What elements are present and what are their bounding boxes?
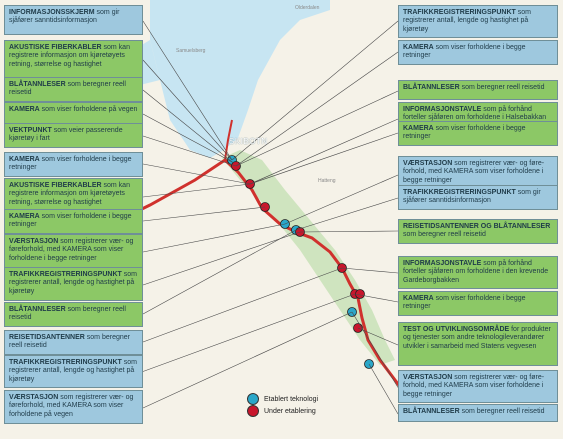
- right-callout-5: [398, 121, 558, 146]
- right-callout-title: VÆRSTASJON: [403, 374, 453, 381]
- left-callout-6: [4, 152, 143, 177]
- left-callout-title: TRAFIKKREGISTRERINGSPUNKT: [9, 359, 122, 366]
- left-callout-text: som veier passerende kjøretøy i fart: [9, 127, 123, 143]
- right-callout-10: [398, 291, 558, 316]
- left-callout-text: som beregner reell reisetid: [9, 334, 130, 350]
- left-callout-title: VEKTPUNKT: [9, 127, 52, 134]
- right-callout-13: [398, 404, 558, 422]
- right-callout-text: som på forhånd forteller sjåføren om forholdene i den krevende Gardeborgbakken: [403, 260, 549, 284]
- left-callout-title: KAMERA: [9, 156, 40, 163]
- left-callout-5: [4, 123, 143, 148]
- town-label: SKIBOTN: [229, 137, 268, 146]
- place-label-samuelsberg: Samuelsberg: [176, 48, 206, 54]
- right-callout-text: som viser forholdene i begge retninger: [403, 295, 526, 311]
- left-callout-title: REISETIDSANTENNER: [9, 334, 85, 341]
- left-callout-2: [4, 40, 143, 78]
- left-callout-10: [4, 267, 143, 301]
- left-callout-text: som registrerer antall, lengde og hastighet på kjøretøy: [9, 359, 137, 383]
- left-callout-12: [4, 330, 143, 355]
- legend-planned-dot: [247, 405, 259, 417]
- place-label-hatteng: Hatteng: [318, 178, 336, 184]
- right-callout-title: TEST OG UTVIKLINGSOMRÅDE: [403, 326, 510, 333]
- left-callout-text: som registrerer vær- og føreforhold, med KAMERA som viser forholdene på vegen: [9, 394, 134, 418]
- left-callout-title: BLÅTANNLESER: [9, 306, 66, 313]
- legend-planned-label: Under etablering: [264, 407, 316, 415]
- left-callout-13: [4, 355, 143, 388]
- left-callout-text: som gir sjåfører sanntidsinformasjon: [9, 9, 120, 25]
- legend: [247, 393, 318, 417]
- left-callout-text: som registrerer vær- og føreforhold, med KAMERA som viser forholdene i begge retninger: [9, 238, 134, 262]
- right-callout-9: [398, 256, 558, 289]
- right-callout-text: som viser forholdene i begge retninger: [403, 44, 526, 60]
- left-callout-title: VÆRSTASJON: [9, 394, 59, 401]
- right-callout-title: INFORMASJONSTAVLE: [403, 260, 482, 267]
- right-callout-text: som beregner reell reisetid: [403, 231, 486, 239]
- right-callout-1: [398, 5, 558, 38]
- right-callout-title: BLÅTANNLESER: [403, 84, 460, 91]
- right-callout-title: KAMERA: [403, 295, 434, 302]
- left-callout-3: [4, 77, 143, 102]
- planned-marker[interactable]: [356, 290, 365, 299]
- right-callout-title: TRAFIKKREGISTRERINGSPUNKT: [403, 9, 516, 16]
- right-callout-text: som registrerer antall, lengde og hastighet på kjøretøy: [403, 9, 531, 33]
- left-callout-text: som beregner reell reisetid: [9, 306, 126, 322]
- right-callout-7: [398, 185, 558, 210]
- left-callout-title: KAMERA: [9, 213, 40, 220]
- right-callout-title: VÆRSTASJON: [403, 160, 453, 167]
- left-callout-title: AKUSTISKE FIBERKABLER: [9, 182, 102, 189]
- right-callout-2: [398, 40, 558, 65]
- legend-established-dot: [247, 393, 259, 405]
- right-callout-text: for produkter og tjenester som andre teknologileverandører utvikler i samarbeid med Statens vegvesen: [403, 326, 551, 350]
- right-callout-title: KAMERA: [403, 125, 434, 132]
- left-callout-title: BLÅTANNLESER: [9, 81, 66, 88]
- right-callout-title: BLÅTANNLESER: [403, 408, 460, 415]
- left-callout-14: [4, 390, 143, 424]
- legend-item-planned: [247, 405, 318, 417]
- right-callout-text: som viser forholdene i begge retninger: [403, 125, 526, 141]
- left-callout-9: [4, 234, 143, 268]
- right-callout-title: INFORMASJONSTAVLE: [403, 106, 482, 113]
- left-callout-11: [4, 302, 143, 327]
- right-callout-title: REISETIDSANTENNER OG BLÅTANNLESER: [403, 223, 551, 230]
- left-callout-title: TRAFIKKREGISTRERINGSPUNKT: [9, 271, 122, 278]
- left-callout-text: som kan registrere informasjon om kjøretøyets retning, størrelse og hastighet: [9, 44, 130, 68]
- left-callout-title: AKUSTISKE FIBERKABLER: [9, 44, 102, 51]
- left-callout-text: som viser forholdene på vegen: [39, 106, 138, 113]
- right-callout-12: [398, 370, 558, 403]
- right-callout-text: som beregner reell reisetid: [459, 408, 545, 415]
- right-callout-8: [398, 219, 558, 244]
- left-callout-title: VÆRSTASJON: [9, 238, 59, 245]
- left-callout-text: som viser forholdene i begge retninger: [9, 213, 132, 229]
- legend-established-label: Etablert teknologi: [264, 395, 319, 403]
- left-callout-title: KAMERA: [9, 106, 40, 113]
- right-callout-title: KAMERA: [403, 44, 434, 51]
- right-callout-text: som registrerer vær- og føre-forhold, med KAMERA som viser forholdene i begge retninger: [403, 374, 545, 398]
- right-callout-title: TRAFIKKREGISTRERINGSPUNKT: [403, 189, 516, 196]
- left-callout-text: som beregner reell reisetid: [9, 81, 126, 97]
- place-label-olderdalen: Olderdalen: [295, 5, 320, 11]
- legend-item-established: [247, 393, 318, 405]
- left-callout-1: [4, 5, 143, 35]
- right-callout-text: som på forhånd forteller sjåføren om forholdene i Halsebakkan: [403, 106, 547, 122]
- left-callout-text: som viser forholdene i begge retninger: [9, 156, 132, 172]
- left-callout-text: som kan registrere informasjon om kjøretøyets retning, størrelse og hastighet: [9, 182, 130, 206]
- left-callout-text: som registrerer antall, lengde og hastighet på kjøretøy: [9, 271, 137, 295]
- right-callout-3: [398, 80, 558, 100]
- right-callout-11: [398, 322, 558, 366]
- left-callout-4: [4, 102, 143, 124]
- left-callout-8: [4, 209, 143, 234]
- right-callout-text: som beregner reell reisetid: [459, 84, 545, 91]
- right-callout-text: som gir sjåfører sanntidsinformasjon: [403, 189, 541, 205]
- right-callout-text: som registrerer vær- og føre-forhold, med KAMERA som viser forholdene i begge retninger: [403, 160, 545, 184]
- left-callout-title: INFORMASJONSSKJERM: [9, 9, 95, 16]
